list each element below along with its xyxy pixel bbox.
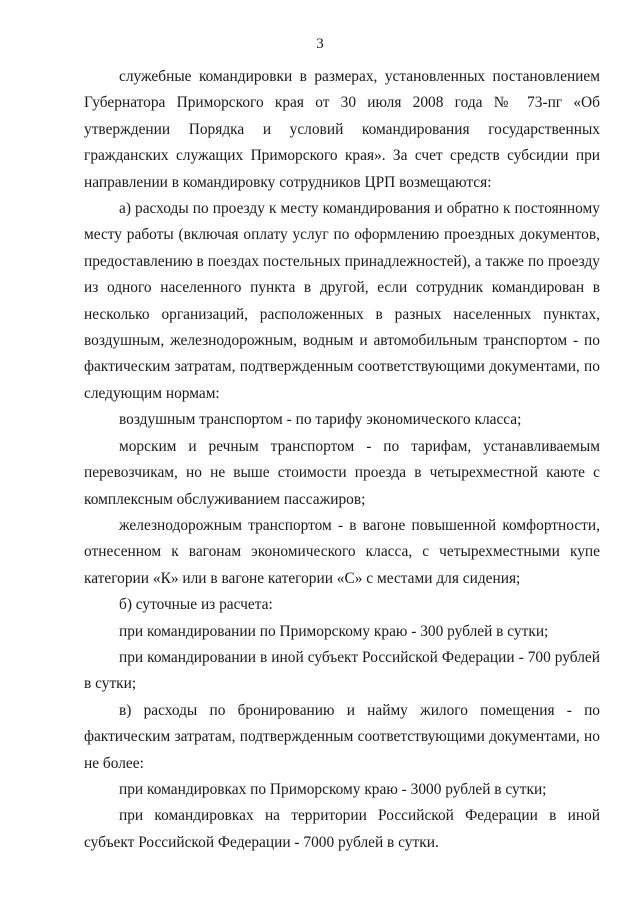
page-number: 3 [316, 36, 324, 52]
paragraph-accommodation-other-region: при командировках на территории Российской Федерации в иной субъект Российской Федерации - 7000 рублей в сутки. [84, 807, 600, 851]
paragraph-business-trips-intro: служебные командировки в размерах, установленных постановлением Губернатора Приморского края от 30 июля 2008 года № 73-пг «Об утверждении Порядка и условий командирования государственных гражданских служащих Приморского края». За счет средств субсидии при направлении в командировку сотрудников ЦРП возмещаются: [84, 68, 600, 191]
paragraph-allowance-other-region: при командировании в иной субъект Российской Федерации - 700 рублей в сутки; [84, 648, 600, 693]
paragraph-accommodation-primorsky: при командировках по Приморскому краю - 3000 рублей в сутки; [119, 780, 547, 798]
paragraph-daily-allowance: б) суточные из расчета: [119, 596, 273, 614]
paragraph-sea-river-transport: морским и речным транспортом - по тарифам, устанавливаемым перевозчикам, но не выше стоимости проезда в четырехместной каюте с комплексным обслуживанием пассажиров; [84, 437, 600, 508]
paragraph-accommodation: в) расходы по бронированию и найму жилого помещения - по фактическим затратам, подтвержденным соответствующими документами, но не более: [84, 701, 600, 772]
paragraph-air-transport: воздушным транспортом - по тарифу экономического класса; [119, 411, 522, 429]
paragraph-allowance-primorsky: при командировании по Приморскому краю - 300 рублей в сутки; [119, 622, 549, 640]
document-body [84, 64, 600, 856]
paragraph-rail-transport: железнодорожным транспортом - в вагоне повышенной комфортности, отнесенном к вагонам экономического класса, с четырехместными купе категории «К» или в вагоне категории «С» с местами для сидения; [84, 516, 600, 587]
paragraph-travel-expenses: а) расходы по проезду к месту командирования и обратно к постоянному месту работы (включая оплату услуг по оформлению проездных документов, предоставлению в поездах постельных принадлежностей), а также по проезду из одного населенного пункта в другой, если сотрудник командирован в несколько организаций, расположенных в разных населенных пунктах, воздушным, железнодорожным, водным и автомобильным транспортом - по фактическим затратам, подтвержденным соответствующими документами, по следующим нормам: [84, 200, 600, 402]
